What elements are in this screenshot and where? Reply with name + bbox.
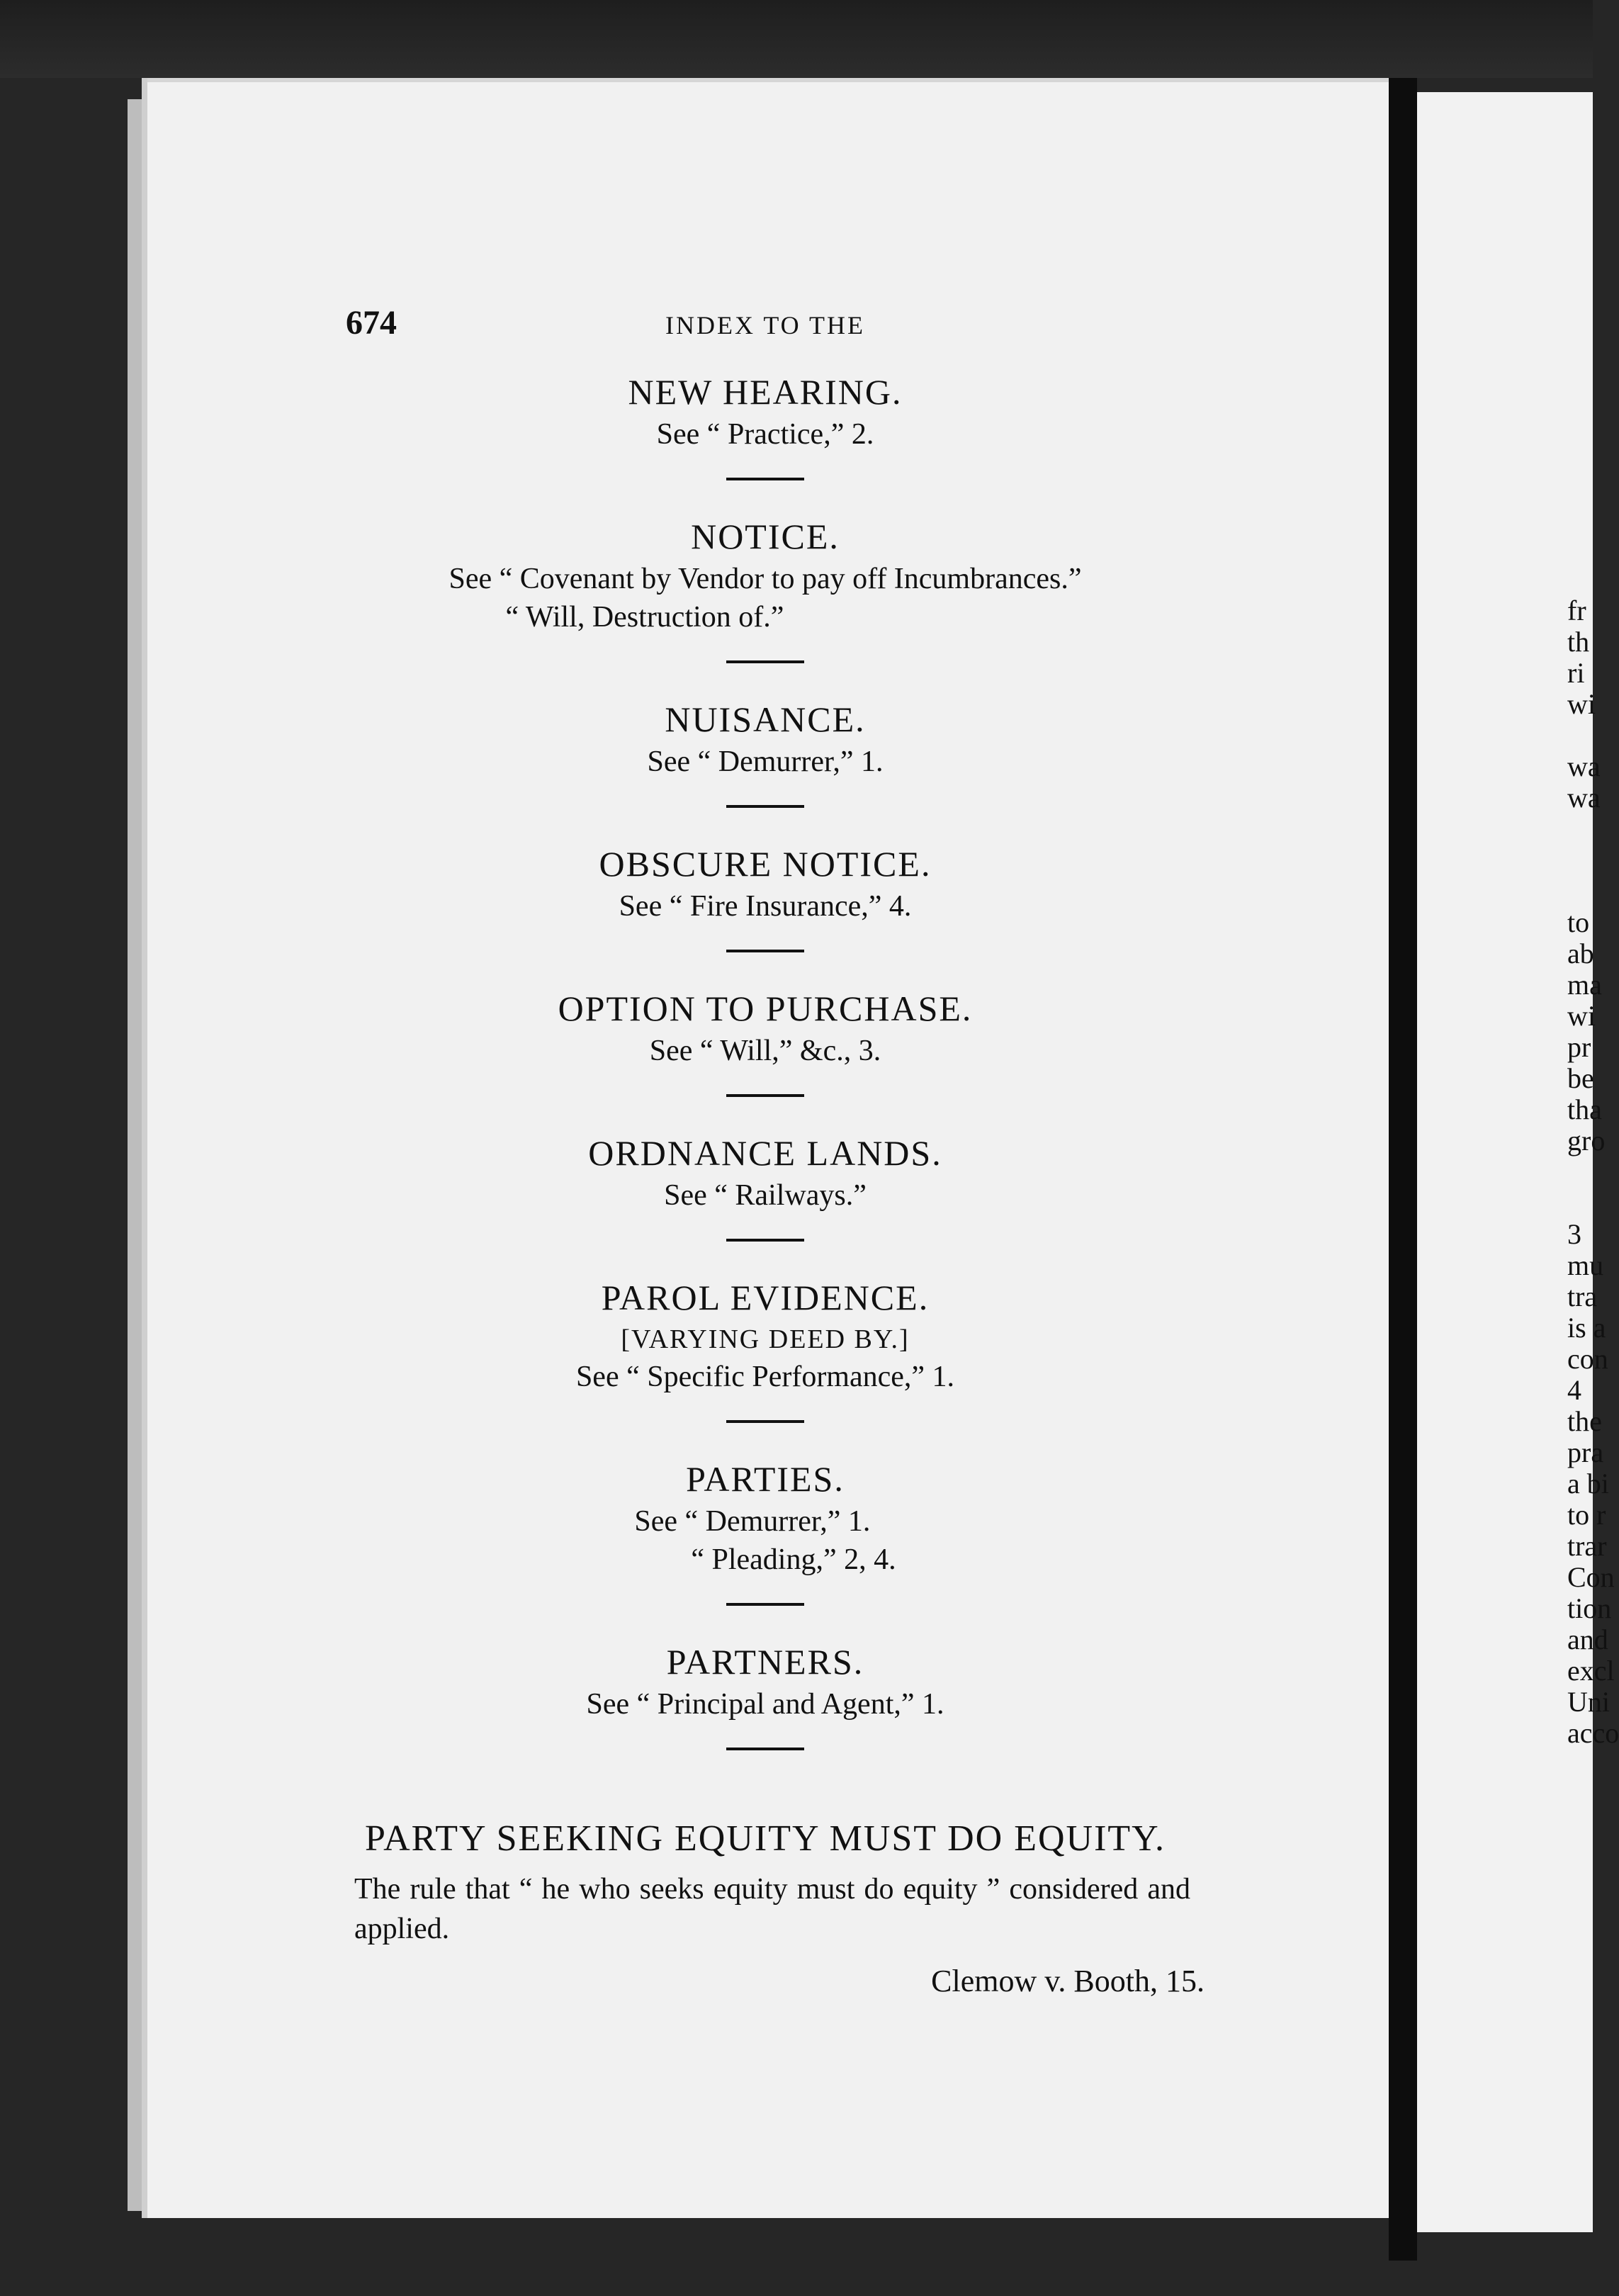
entry-heading: PARTY SEEKING EQUITY MUST DO EQUITY. bbox=[364, 1818, 1166, 1859]
facing-page-fragment: th bbox=[1567, 626, 1590, 658]
facing-page-fragment: ri bbox=[1567, 657, 1585, 689]
index-entry bbox=[142, 1456, 1389, 1579]
facing-page-fragment: tra bbox=[1567, 1281, 1598, 1312]
index-entry bbox=[142, 840, 1389, 925]
page-number: 674 bbox=[346, 304, 397, 342]
divider-rule bbox=[726, 805, 804, 808]
facing-page-fragment: 4 bbox=[1567, 1374, 1581, 1406]
facing-page-fragment: wa bbox=[1567, 750, 1601, 782]
facing-page-fragment: mu bbox=[1567, 1249, 1604, 1281]
running-head-title: INDEX TO THE bbox=[665, 311, 865, 339]
index-entry bbox=[142, 696, 1389, 781]
entry-heading: PAROL EVIDENCE. bbox=[601, 1278, 930, 1317]
facing-page-fragment: to bbox=[1567, 906, 1590, 938]
facing-page-fragment: excl bbox=[1567, 1655, 1615, 1687]
cross-reference: “ Will, Destruction of.” bbox=[505, 601, 784, 634]
cross-reference: See “ Will,” &c., 3. bbox=[649, 1035, 881, 1067]
final-entry bbox=[142, 1814, 1389, 2003]
index-entry bbox=[142, 368, 1389, 454]
facing-page-fragment: is a bbox=[1567, 1312, 1606, 1344]
book-gutter bbox=[1389, 78, 1417, 2261]
cross-reference: See “ Principal and Agent,” 1. bbox=[586, 1688, 944, 1721]
facing-page-fragment: and bbox=[1567, 1623, 1608, 1655]
facing-page-fragment: Uni bbox=[1567, 1686, 1610, 1718]
facing-page-fragment: pra bbox=[1567, 1436, 1604, 1468]
facing-page-fragment: pr bbox=[1567, 1031, 1591, 1063]
facing-page-fragment: trar bbox=[1567, 1530, 1607, 1562]
divider-rule bbox=[726, 950, 804, 952]
cross-reference: See “ Demurrer,” 1. bbox=[647, 745, 884, 778]
facing-page-fragment: wi bbox=[1567, 688, 1596, 720]
facing-page-fragment: ab bbox=[1567, 938, 1594, 969]
cross-reference: See “ Fire Insurance,” 4. bbox=[619, 890, 912, 923]
entry-heading: OBSCURE NOTICE. bbox=[599, 844, 932, 884]
facing-page-fragment: con bbox=[1567, 1343, 1608, 1375]
entry-heading: NEW HEARING. bbox=[628, 372, 903, 412]
cross-reference-group bbox=[449, 560, 1081, 636]
divider-rule bbox=[726, 660, 804, 663]
index-entries bbox=[142, 368, 1389, 1783]
divider-rule bbox=[726, 1239, 804, 1242]
cross-reference: See “ Covenant by Vendor to pay off Incumbrances.” bbox=[449, 563, 1082, 595]
facing-page-fragment: 3 bbox=[1567, 1218, 1581, 1250]
facing-page-fragment: the bbox=[1567, 1405, 1602, 1437]
facing-page-fragment: acco bbox=[1567, 1717, 1619, 1749]
cross-reference-group bbox=[634, 1502, 896, 1579]
divider-rule bbox=[726, 1420, 804, 1423]
entry-text: The rule that “ he who seeks equity must do equity ” considered and applied. bbox=[354, 1873, 1190, 1945]
entry-subheading: [VARYING DEED BY.] bbox=[621, 1324, 910, 1354]
divider-rule bbox=[726, 1603, 804, 1606]
index-entry bbox=[142, 513, 1389, 636]
index-entry bbox=[142, 1274, 1389, 1396]
entry-heading: OPTION TO PURCHASE. bbox=[558, 989, 973, 1028]
scan-border-top bbox=[0, 0, 1593, 78]
facing-page-fragment: fr bbox=[1567, 595, 1586, 626]
entry-heading: NOTICE. bbox=[691, 517, 840, 556]
divider-rule bbox=[726, 1094, 804, 1097]
entry-heading: PARTNERS. bbox=[666, 1642, 864, 1682]
facing-page-fragment: gro bbox=[1567, 1125, 1606, 1157]
divider-rule bbox=[726, 1748, 804, 1750]
facing-page-fragment: to r bbox=[1567, 1499, 1606, 1531]
entry-heading: NUISANCE. bbox=[665, 699, 866, 739]
divider-rule bbox=[726, 478, 804, 480]
facing-page-fragment: a bi bbox=[1567, 1468, 1609, 1499]
case-citation: Clemow v. Booth, 15. bbox=[931, 1964, 1205, 1998]
cross-reference: See “ Practice,” 2. bbox=[656, 418, 874, 451]
running-head bbox=[142, 303, 1389, 346]
facing-page-fragment: be bbox=[1567, 1062, 1594, 1094]
index-entry bbox=[142, 985, 1389, 1070]
facing-page-fragment: tha bbox=[1567, 1093, 1602, 1125]
facing-page bbox=[1417, 92, 1619, 2232]
index-entry bbox=[142, 1130, 1389, 1215]
cross-reference: See “ Specific Performance,” 1. bbox=[575, 1361, 955, 1393]
facing-page-fragment: Con bbox=[1567, 1561, 1615, 1593]
facing-page-fragment: ma bbox=[1567, 969, 1602, 1001]
facing-page-fragment: wi bbox=[1567, 1000, 1596, 1032]
facing-page-fragment: wa bbox=[1567, 782, 1601, 814]
entry-heading: PARTIES. bbox=[686, 1459, 845, 1499]
cross-reference: See “ Railways.” bbox=[664, 1179, 867, 1212]
cross-reference: “ Pleading,” 2, 4. bbox=[691, 1543, 896, 1576]
cross-reference: See “ Demurrer,” 1. bbox=[634, 1505, 871, 1538]
entry-heading: ORDNANCE LANDS. bbox=[588, 1133, 942, 1173]
facing-page-fragment: tion bbox=[1567, 1592, 1612, 1624]
index-entry bbox=[142, 1638, 1389, 1723]
